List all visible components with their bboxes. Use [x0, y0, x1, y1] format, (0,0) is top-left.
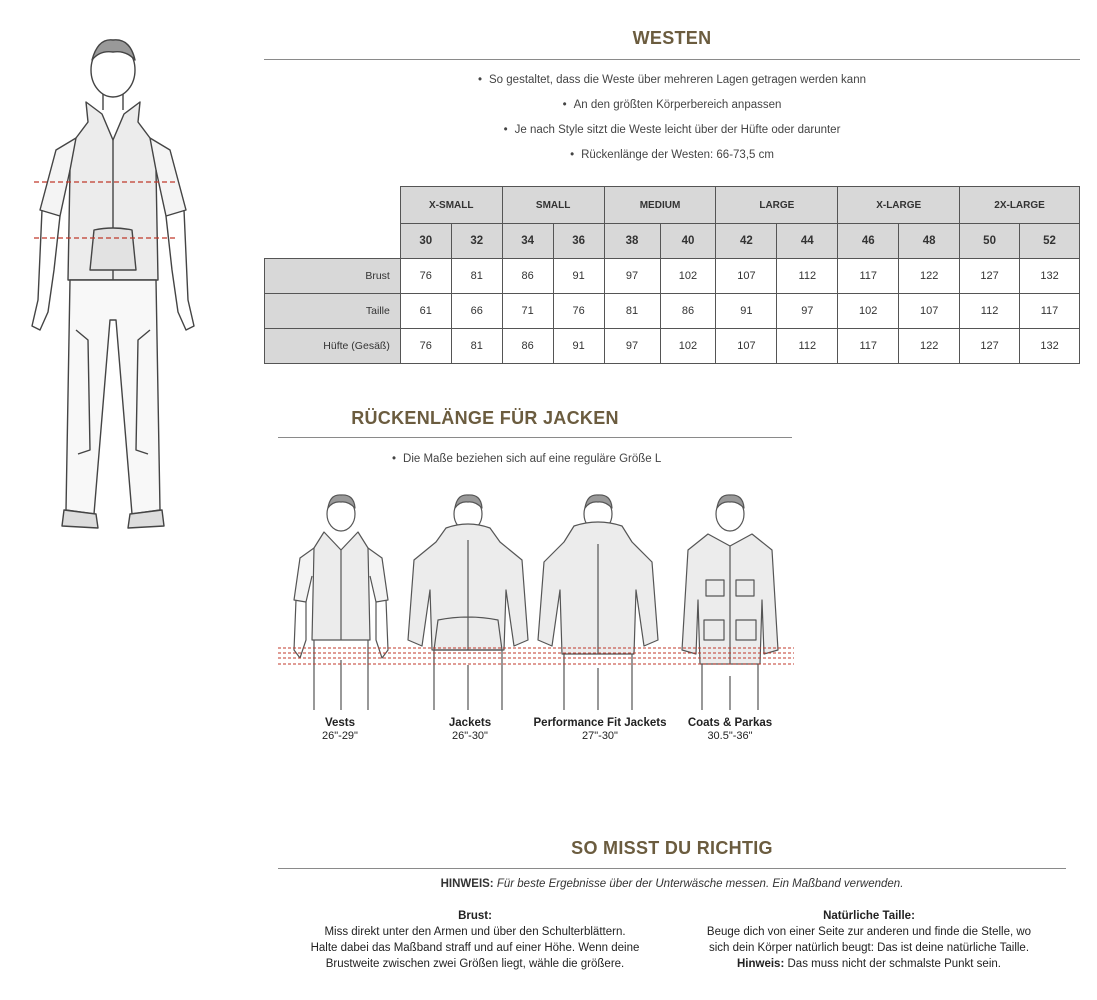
size-number: 50: [960, 224, 1020, 259]
measurement-value: 76: [400, 259, 451, 294]
measure-divider: [278, 868, 1066, 869]
waist-line: Beuge dich von einer Seite zur anderen und finde die Stelle, wo: [706, 926, 1032, 938]
jacket-figure: [408, 495, 528, 710]
table-corner: [265, 187, 401, 224]
measurement-value: 61: [400, 294, 451, 329]
chest-line: Brustweite zwischen zwei Größen liegt, wähle die größere.: [325, 958, 625, 970]
caption-range: 27"-30": [582, 730, 618, 742]
vest-figure: [294, 495, 388, 710]
measurement-value: 122: [899, 259, 960, 294]
bullet-item: • Je nach Style sitzt die Weste leicht über der Hüfte oder darunter: [264, 118, 1080, 143]
caption-name: Performance Fit Jackets: [533, 717, 667, 729]
caption-name: Vests: [324, 717, 356, 729]
caption-range: 26"-29": [322, 730, 358, 742]
performance-jacket-figure: [538, 495, 658, 710]
measurement-value: 81: [451, 259, 502, 294]
bullet-item: • Rückenlänge der Westen: 66-73,5 cm: [264, 143, 1080, 168]
table-corner: [265, 224, 401, 259]
waist-heading: Natürliche Taille:: [823, 910, 915, 922]
vest-figure-illustration: [28, 30, 198, 540]
size-number: 30: [400, 224, 451, 259]
measurement-value: 97: [777, 294, 838, 329]
measurement-value: 112: [777, 329, 838, 364]
chest-heading: Brust:: [458, 910, 492, 922]
jacken-title: RÜCKENLÄNGE FÜR JACKEN: [351, 408, 619, 428]
size-rows: [265, 259, 1080, 364]
size-group-header: X-LARGE: [838, 187, 960, 224]
measurement-value: 107: [899, 294, 960, 329]
measurement-value: 112: [960, 294, 1020, 329]
waist-instructions: [672, 908, 1066, 972]
measurement-value: 76: [400, 329, 451, 364]
measurement-value: 132: [1020, 329, 1080, 364]
measurement-row: [265, 294, 1080, 329]
measurement-value: 86: [660, 294, 716, 329]
size-number: 46: [838, 224, 899, 259]
measurement-value: 127: [960, 259, 1020, 294]
jacken-bullets: [392, 447, 661, 472]
size-number: 42: [716, 224, 777, 259]
figure-caption-coats: [680, 717, 780, 743]
caption-range: 30.5"-36": [707, 730, 753, 742]
measurement-value: 86: [502, 259, 553, 294]
measurement-label: Brust: [265, 259, 401, 294]
measurement-value: 117: [838, 259, 899, 294]
garment-figures-illustration: [278, 490, 794, 710]
measurement-value: 86: [502, 329, 553, 364]
measurement-value: 66: [451, 294, 502, 329]
size-table: [264, 186, 1080, 364]
measurement-value: 107: [716, 259, 777, 294]
chest-line: Halte dabei das Maßband straff und auf einer Höhe. Wenn deine: [310, 942, 640, 954]
bullet-item: • An den größten Körperbereich anpassen: [264, 93, 1080, 118]
measurement-value: 102: [660, 329, 716, 364]
size-group-header: SMALL: [502, 187, 604, 224]
measurement-value: 76: [553, 294, 604, 329]
bullet-item: • Die Maße beziehen sich auf eine reguläre Größe L: [392, 447, 661, 472]
bullet-item: • So gestaltet, dass die Weste über mehreren Lagen getragen werden kann: [264, 68, 1080, 93]
measurement-row: [265, 329, 1080, 364]
measurement-value: 97: [604, 259, 660, 294]
measurement-value: 81: [604, 294, 660, 329]
chest-instructions: [278, 908, 672, 972]
size-number-row: [265, 224, 1080, 259]
measurement-value: 71: [502, 294, 553, 329]
size-group-header: LARGE: [716, 187, 838, 224]
measurement-value: 91: [553, 259, 604, 294]
caption-name: Coats & Parkas: [687, 717, 773, 729]
measurement-label: Taille: [265, 294, 401, 329]
measurement-value: 112: [777, 259, 838, 294]
caption-name: Jackets: [448, 717, 492, 729]
measurement-value: 97: [604, 329, 660, 364]
hint-label: HINWEIS:: [440, 878, 494, 890]
measurement-value: 117: [1020, 294, 1080, 329]
size-number: 32: [451, 224, 502, 259]
measurement-value: 91: [553, 329, 604, 364]
waist-note: [672, 956, 1066, 972]
measurement-value: 91: [716, 294, 777, 329]
size-group-header: 2X-LARGE: [960, 187, 1080, 224]
measurement-value: 107: [716, 329, 777, 364]
size-number: 34: [502, 224, 553, 259]
measurement-row: [265, 259, 1080, 294]
measurement-value: 132: [1020, 259, 1080, 294]
figure-caption-jackets: [420, 717, 520, 743]
westen-divider: [264, 59, 1080, 60]
measurement-value: 117: [838, 329, 899, 364]
waist-line: sich dein Körper natürlich beugt: Das ist deine natürliche Taille.: [708, 942, 1030, 954]
size-number: 44: [777, 224, 838, 259]
figure-caption-performance: [530, 717, 670, 743]
chest-line: Miss direkt unter den Armen und über den Schulterblättern.: [324, 926, 626, 938]
westen-title: WESTEN: [632, 28, 712, 48]
hint-text: Für beste Ergebnisse über der Unterwäsche messen. Ein Maßband verwenden.: [496, 878, 904, 890]
size-number: 48: [899, 224, 960, 259]
size-number: 40: [660, 224, 716, 259]
measurement-value: 102: [838, 294, 899, 329]
size-number: 52: [1020, 224, 1080, 259]
size-group-header: X-SMALL: [400, 187, 502, 224]
caption-range: 26"-30": [452, 730, 488, 742]
size-group-header: MEDIUM: [604, 187, 716, 224]
measurement-label: Hüfte (Gesäß): [265, 329, 401, 364]
measurement-value: 102: [660, 259, 716, 294]
figure-caption-vests: [290, 717, 390, 743]
jacken-divider: [278, 437, 792, 438]
measurement-value: 127: [960, 329, 1020, 364]
measurement-value: 122: [899, 329, 960, 364]
waist-note-text: Das muss nicht der schmalste Punkt sein.: [787, 958, 1001, 970]
measure-hint: [278, 878, 1066, 890]
measure-title: SO MISST DU RICHTIG: [571, 838, 773, 858]
waist-note-label: Hinweis:: [737, 958, 785, 970]
measurement-value: 81: [451, 329, 502, 364]
westen-bullets: [264, 68, 1080, 168]
size-group-row: [265, 187, 1080, 224]
size-number: 36: [553, 224, 604, 259]
size-number: 38: [604, 224, 660, 259]
coat-figure: [682, 495, 778, 710]
